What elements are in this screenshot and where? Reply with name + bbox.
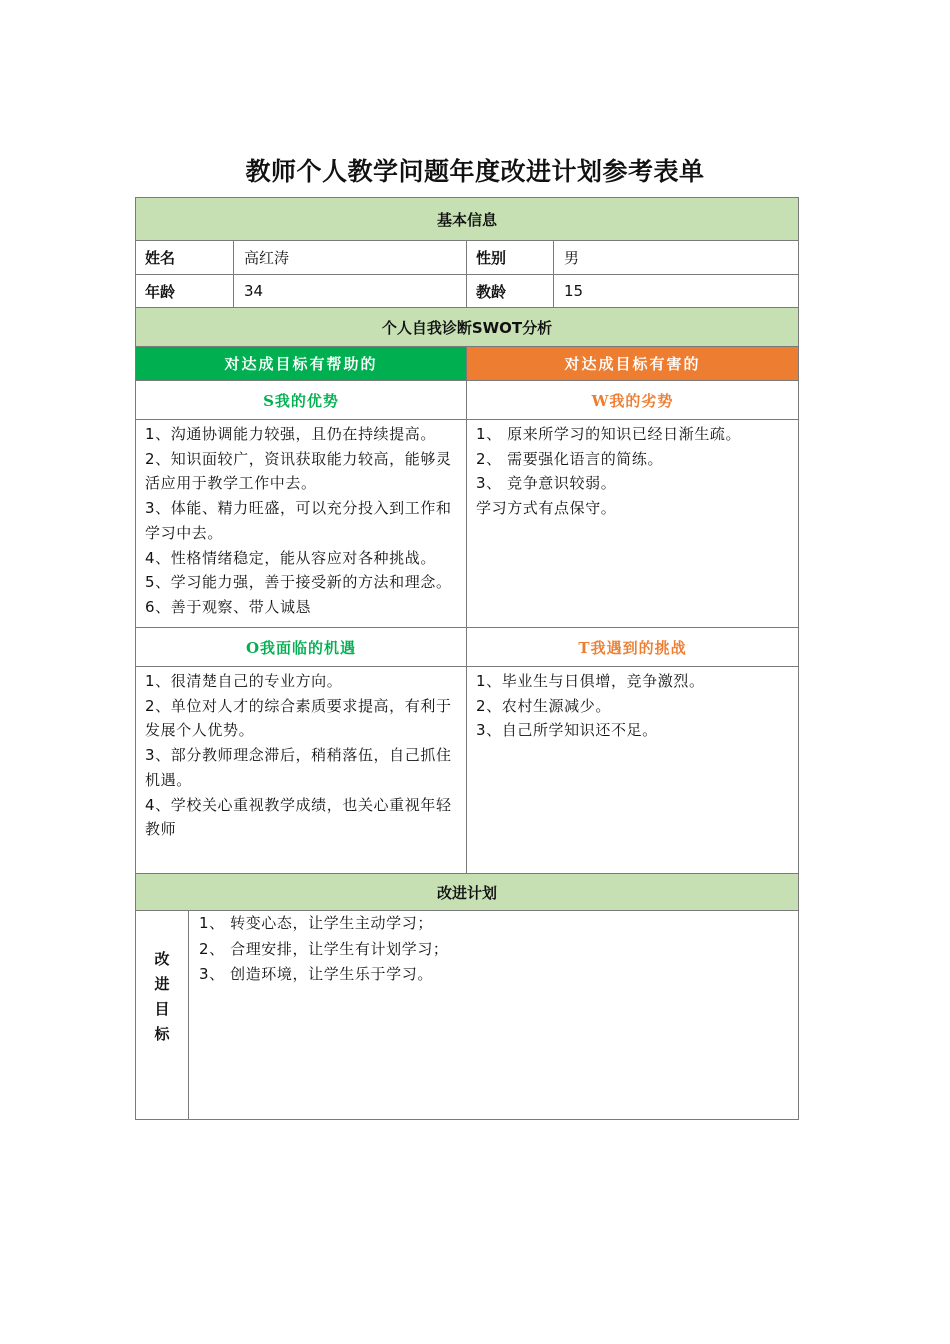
improvement-plan-form	[135, 197, 799, 1120]
list-item: 2、知识面较广，资讯获取能力较高，能够灵活应用于教学工作中去。	[145, 449, 452, 493]
swot-header: 个人自我诊断SWOT分析	[136, 308, 799, 347]
list-item: 3、体能、精力旺盛，可以充分投入到工作和学习中去。	[145, 499, 452, 542]
age-label: 年龄	[136, 275, 234, 308]
basic-info-header: 基本信息	[136, 198, 799, 241]
list-item: 1、很清楚自己的专业方向。	[145, 672, 343, 690]
list-item: 3、 创造环境，让学生乐于学习。	[199, 965, 433, 983]
list-item: 1、沟通协调能力较强，且仍在持续提高。	[145, 425, 436, 443]
list-item: 5、学习能力强，善于接受新的方法和理念。	[145, 573, 452, 592]
list-item: 学习方式有点保守。	[476, 499, 617, 518]
name-value: 高红涛	[234, 241, 467, 275]
teaching-years-label: 教龄	[467, 275, 554, 308]
list-item: 2、农村生源减少。	[476, 696, 611, 715]
weaknesses-list	[467, 420, 799, 628]
list-item: 3、 竞争意识较弱。	[476, 474, 617, 493]
gender-label: 性别	[467, 241, 554, 275]
list-item: 1、 原来所学习的知识已经日渐生疏。	[476, 425, 742, 443]
list-item: 4、性格情绪稳定，能从容应对各种挑战。	[145, 548, 436, 567]
opportunities-heading: O我面临的机遇	[136, 628, 467, 667]
name-label: 姓名	[136, 241, 234, 275]
strengths-heading: S我的优势	[136, 381, 467, 420]
goals-list	[189, 911, 799, 1120]
list-item: 2、 需要强化语言的简练。	[476, 449, 664, 468]
list-item: 2、单位对人才的综合素质要求提高，有利于发展个人优势。	[145, 696, 452, 740]
opportunities-list	[136, 667, 467, 874]
page-title: 教师个人教学问题年度改进计划参考表单	[245, 157, 705, 186]
helpful-label: 对达成目标有帮助的	[136, 347, 467, 381]
plan-header: 改进计划	[136, 874, 799, 911]
list-item: 1、 转变心态，让学生主动学习；	[199, 914, 433, 932]
gender-value: 男	[554, 241, 799, 275]
strengths-list	[136, 420, 467, 628]
age-value: 34	[234, 275, 467, 308]
list-item: 3、部分教师理念滞后，稍稍落伍，自己抓住机遇。	[145, 746, 452, 789]
weaknesses-heading: W我的劣势	[467, 381, 799, 420]
list-item: 1、毕业生与日俱增，竞争激烈。	[476, 672, 705, 690]
list-item: 6、善于观察、带人诚恳	[145, 597, 312, 616]
list-item: 3、自己所学知识还不足。	[476, 721, 658, 740]
threats-list	[467, 667, 799, 874]
goal-label	[136, 911, 189, 1120]
goal-label-text: 改进目标	[154, 950, 170, 1043]
threats-heading: T我遇到的挑战	[467, 628, 799, 667]
list-item: 2、 合理安排，让学生有计划学习；	[199, 939, 449, 958]
harmful-label: 对达成目标有害的	[467, 347, 799, 381]
teaching-years-value: 15	[554, 275, 799, 308]
list-item: 4、学校关心重视教学成绩，也关心重视年轻教师	[145, 795, 452, 839]
